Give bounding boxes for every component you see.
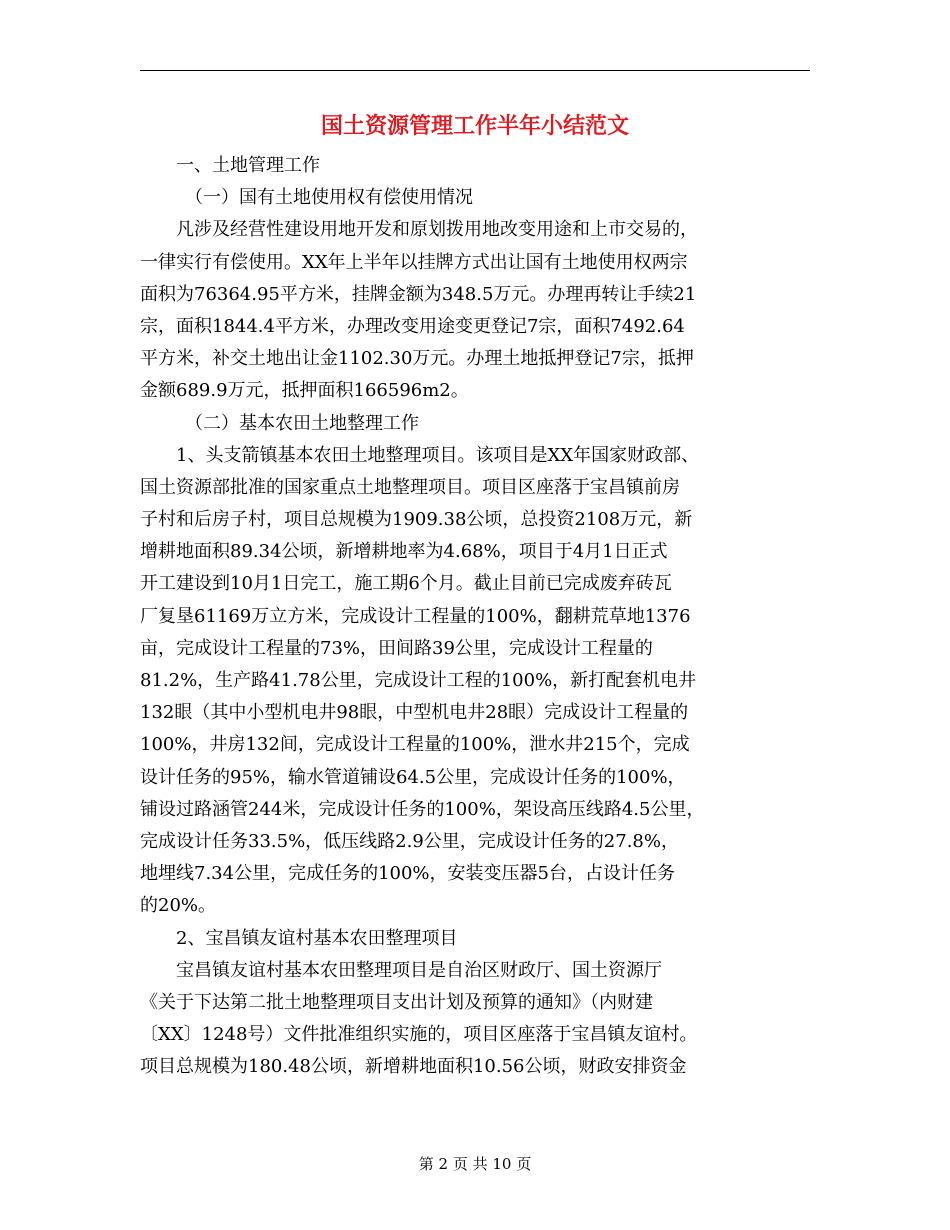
text-line: 国土资源部批准的国家重点土地整理项目。项目区座落于宝昌镇前房 [140, 476, 680, 498]
text-line: 一、土地管理工作 [176, 155, 320, 176]
header-rule [140, 70, 810, 71]
text-line: 项目总规模为180.48公顷，新增耕地面积10.56公顷，财政安排资金 [140, 1056, 687, 1078]
text-line: 1、头支箭镇基本农田土地整理项目。该项目是XX年国家财政部、 [176, 444, 700, 466]
text-line: 铺设过路涵管244米，完成设计任务的100%，架设高压线路4.5公里， [140, 798, 705, 820]
text-line: 面积为76364.95平方米，挂牌金额为348.5万元。办理再转让手续21 [140, 283, 697, 305]
page-number: 第 2 页 共 10 页 [418, 1155, 532, 1173]
text-line: 《关于下达第二批土地整理项目支出计划及预算的通知》（内财建 [140, 991, 653, 1013]
text-line: 宗，面积1844.4平方米，办理改变用途变更登记7宗，面积7492.64 [140, 315, 685, 337]
text-line: 增耕地面积89.34公顷，新增耕地率为4.68%，项目于4月1日正式 [140, 541, 668, 563]
text-line: 2、宝昌镇友谊村基本农田整理项目 [176, 927, 458, 949]
text-line: 开工建设到10月1日完工，施工期6个月。截止目前已完成废弃砖瓦 [140, 573, 672, 595]
text-line: 100%，井房132间，完成设计工程量的100%，泄水井215个，完成 [140, 734, 690, 756]
text-line: 子村和后房子村，项目总规模为1909.38公顷，总投资2108万元，新 [140, 509, 693, 531]
text-line: （二）基本农田土地整理工作 [185, 412, 419, 434]
text-line: 完成设计任务33.5%，低压线路2.9公里，完成设计任务的27.8%， [140, 830, 679, 852]
text-line: （一）国有土地使用权有偿使用情况 [185, 187, 473, 209]
text-line: 亩，完成设计工程量的73%，田间路39公里，完成设计工程量的 [140, 637, 653, 659]
text-line: 平方米，补交土地出让金1102.30万元。办理土地抵押登记7宗，抵押 [140, 348, 694, 370]
text-line: 81.2%，生产路41.78公里，完成设计工程的100%，新打配套机电井 [140, 670, 697, 691]
text-line: 一律实行有偿使用。XX年上半年以挂牌方式出让国有土地使用权两宗 [140, 251, 688, 273]
text-line: 宝昌镇友谊村基本农田整理项目是自治区财政厅、国土资源厅 [176, 959, 662, 981]
text-line: 凡涉及经营性建设用地开发和原划拨用地改变用途和上市交易的， [176, 219, 698, 241]
text-line: 设计任务的95%，输水管道铺设64.5公里，完成设计任务的100%， [140, 766, 686, 788]
text-line: 厂复垦61169万立方米，完成设计工程量的100%，翻耕荒草地1376 [140, 605, 691, 627]
document-body [140, 150, 812, 1083]
text-line: 金额689.9万元，抵押面积166596m2。 [140, 380, 469, 402]
text-line: 地埋线7.34公里，完成任务的100%，安装变压器5台，占设计任务 [140, 863, 675, 885]
text-line: 132眼（其中小型机电井98眼，中型机电井28眼）完成设计工程量的 [140, 702, 689, 724]
document-title: 国土资源管理工作半年小结范文 [320, 114, 629, 139]
text-line: 的20%。 [140, 895, 217, 917]
text-line: 〔XX〕1248号）文件批准组织实施的，项目区座落于宝昌镇友谊村。 [140, 1024, 698, 1046]
